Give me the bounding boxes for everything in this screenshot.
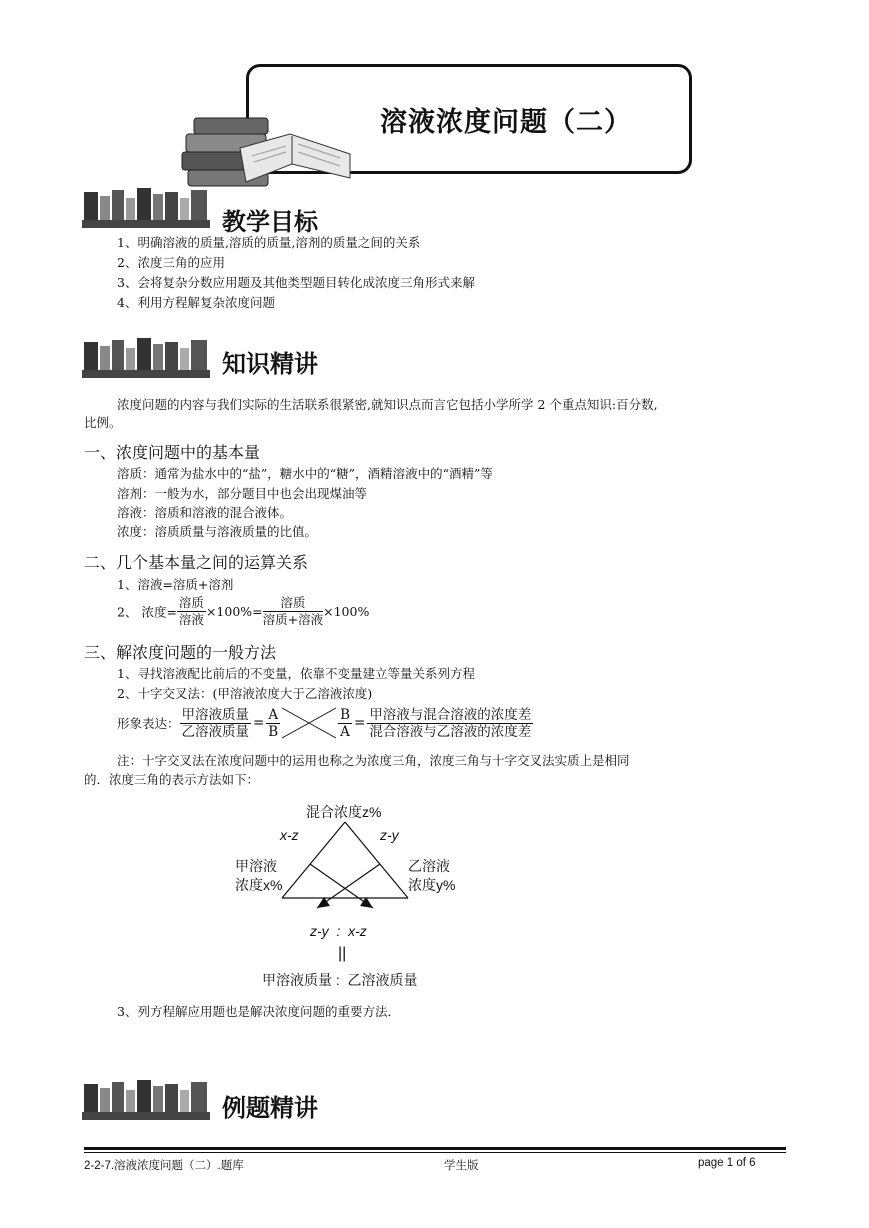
part3-heading: 三、解浓度问题的一般方法 (84, 643, 277, 662)
fraction-numerator: 甲溶液质量 (181, 706, 250, 723)
formula-mid: ×100%= (205, 604, 263, 619)
diagram-left-diff: x-z (280, 827, 299, 843)
part1-item-1: 溶质：通常为盐水中的“盐”，糖水中的“糖”，酒精溶液中的“酒精”等 (117, 466, 493, 481)
mass-ratio-fraction (180, 707, 252, 740)
section-banner-icon (82, 186, 212, 230)
footer-divider-thin (84, 1152, 786, 1153)
diagram-right-conc: 浓度y% (408, 877, 456, 893)
note-text-cont: 的．浓度三角的表示方法如下： (84, 772, 260, 787)
footer-page-number: page 1 of 6 (698, 1157, 756, 1169)
section-banner-icon (82, 336, 212, 380)
part3-item-3: 3、列方程解应用题也是解决浓度问题的重要方法． (117, 1004, 400, 1019)
formula-prefix: 2、 (117, 604, 138, 620)
section-heading-examples: 例题精讲 (222, 1094, 318, 1122)
goal-item-2: 2、浓度三角的应用 (117, 255, 225, 270)
diagram-right-name: 乙溶液 (408, 858, 450, 874)
formula-fraction-1 (177, 595, 206, 628)
part2-item-1: 1、溶液=溶质+溶剂 (117, 577, 234, 592)
diagram-left-conc: 浓度x% (235, 877, 283, 893)
diagram-ratio: z-y : x-z (310, 923, 367, 939)
diagram-left-name: 甲溶液 (235, 858, 277, 874)
section-banner-icon (82, 1078, 212, 1122)
ab-fraction (266, 707, 280, 740)
fraction-numerator: A (268, 706, 279, 723)
part1-heading: 一、浓度问题中的基本量 (84, 443, 261, 462)
goal-item-1: 1、明确溶液的质量,溶质的质量,溶剂的质量之间的关系 (117, 235, 421, 250)
part3-item-1: 1、寻找溶液配比前后的不变量，依靠不变量建立等量关系列方程 (117, 666, 475, 681)
fraction-numerator: B (340, 706, 350, 723)
formula-lead: 浓度= (141, 604, 177, 620)
formula-tail: ×100% (323, 604, 370, 619)
fraction-numerator: 溶质 (263, 595, 323, 612)
arrowhead-icon (317, 897, 330, 908)
cross-method-expression (117, 706, 533, 740)
fraction-denominator: 乙溶液质量 (181, 723, 250, 740)
part2-heading: 二、几个基本量之间的运算关系 (84, 553, 309, 572)
fraction-denominator: 溶质+溶液 (262, 612, 324, 627)
intro-text: 浓度问题的内容与我们实际的生活联系很紧密,就知识点而言它包括小学所学 2 个重点知识:百分数, (117, 397, 658, 412)
cross-icon (280, 706, 338, 740)
fraction-numerator: 甲溶液与混合溶液的浓度差 (369, 706, 532, 723)
footer-edition: 学生版 (444, 1160, 479, 1172)
books-icon (180, 112, 360, 190)
equals-sign: = (354, 715, 366, 731)
note-text: 注：十字交叉法在浓度问题中的运用也称之为浓度三角，浓度三角与十字交叉法实质上是相同 (117, 753, 630, 768)
concentration-diff-fraction (367, 707, 533, 740)
page-title: 溶液浓度问题（二） (380, 107, 632, 138)
diagram-bottom-label: 甲溶液质量 : 乙溶液质量 (262, 972, 418, 988)
fraction-denominator: B (268, 723, 279, 740)
section-heading-knowledge: 知识精讲 (222, 350, 318, 378)
section-heading-goals: 教学目标 (222, 208, 318, 236)
arrowhead-icon (360, 897, 373, 908)
expression-label: 形象表达： (117, 716, 180, 731)
goal-item-4: 4、利用方程解复杂浓度问题 (117, 295, 275, 310)
part1-item-4: 浓度：溶质质量与溶液质量的比值。 (117, 524, 318, 539)
equals-sign: = (253, 715, 265, 731)
part1-item-2: 溶剂：一般为水，部分题目中也会出现煤油等 (117, 486, 368, 501)
formula-fraction-2 (263, 595, 323, 628)
fraction-denominator: 混合溶液与乙溶液的浓度差 (369, 723, 532, 740)
diagram-equals-mark: || (338, 945, 347, 962)
fraction-denominator: A (340, 723, 350, 740)
fraction-numerator: 溶质 (178, 595, 204, 610)
fraction-denominator: 溶液 (178, 612, 204, 627)
diagram-right-diff: z-y (380, 827, 399, 843)
diagram-top-label: 混合浓度z% (306, 804, 382, 820)
ba-fraction (338, 707, 352, 740)
goal-item-3: 3、会将复杂分数应用题及其他类型题目转化成浓度三角形式来解 (117, 275, 475, 290)
part1-item-3: 溶液：溶质和溶液的混合液体。 (117, 505, 293, 520)
concentration-formula (117, 595, 369, 628)
intro-text-cont: 比例。 (84, 415, 122, 430)
part3-item-2: 2、十字交叉法：(甲溶液浓度大于乙溶液浓度) (117, 686, 373, 701)
footer-divider (84, 1147, 786, 1150)
footer-doc-title: 2-2-7.溶液浓度问题（二）.题库 (84, 1160, 244, 1172)
